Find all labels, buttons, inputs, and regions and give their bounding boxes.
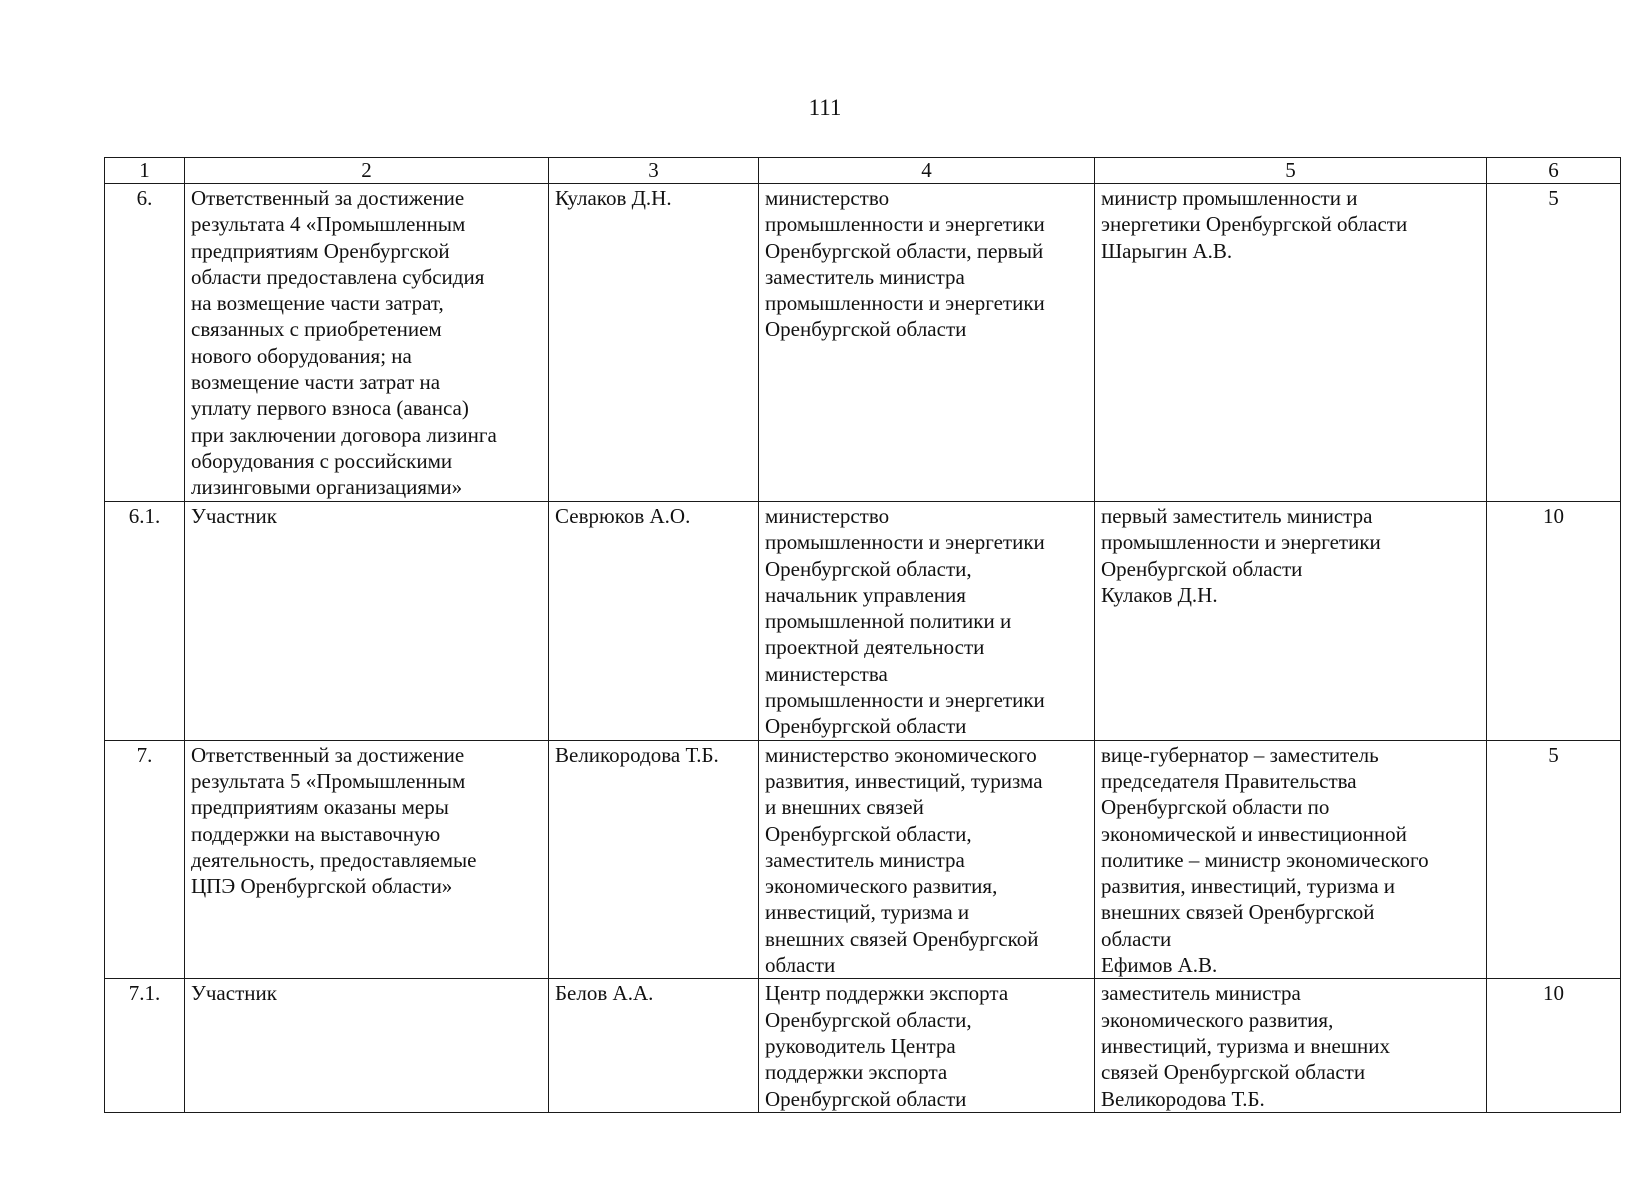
value-cell: 10	[1487, 979, 1621, 1113]
column-header-2: 2	[185, 158, 549, 184]
role-cell: Ответственный за достижение результата 5 «Промышленным предприятиям оказаны меры поддержки на выставочную деятельность, предоставляемые ЦПЭ Оренбургской области»	[185, 740, 549, 979]
column-header-1: 1	[105, 158, 185, 184]
position-cell: министерство промышленности и энергетики Оренбургской области, начальник управления промышленной политики и проектной деятельности министерства промышленности и энергетики Оренбургской области	[759, 502, 1095, 741]
supervisor-cell: первый заместитель министра промышленности и энергетики Оренбургской области Кулаков Д.Н.	[1095, 502, 1487, 741]
table-row	[105, 979, 1621, 1113]
column-header-3: 3	[549, 158, 759, 184]
position-cell: Центр поддержки экспорта Оренбургской области, руководитель Центра поддержки экспорта Оренбургской области	[759, 979, 1095, 1113]
row-number: 7.1.	[105, 979, 185, 1113]
column-header-6: 6	[1487, 158, 1621, 184]
value-cell: 5	[1487, 184, 1621, 502]
supervisor-cell: вице-губернатор – заместитель председателя Правительства Оренбургской области по экономической и инвестиционной политике – министр экономического развития, инвестиций, туризма и внешних связей Оренбургской области Ефимов А.В.	[1095, 740, 1487, 979]
role-cell: Участник	[185, 502, 549, 741]
value-cell: 5	[1487, 740, 1621, 979]
column-header-5: 5	[1095, 158, 1487, 184]
value-cell: 10	[1487, 502, 1621, 741]
table-row	[105, 184, 1621, 502]
table-row	[105, 740, 1621, 979]
column-header-4: 4	[759, 158, 1095, 184]
position-cell: министерство промышленности и энергетики Оренбургской области, первый заместитель министра промышленности и энергетики Оренбургской области	[759, 184, 1095, 502]
person-cell: Кулаков Д.Н.	[549, 184, 759, 502]
person-cell: Белов А.А.	[549, 979, 759, 1113]
responsibility-table	[104, 157, 1621, 1113]
person-cell: Севрюков А.О.	[549, 502, 759, 741]
row-number: 7.	[105, 740, 185, 979]
supervisor-cell: министр промышленности и энергетики Оренбургской области Шарыгин А.В.	[1095, 184, 1487, 502]
table-header-row	[105, 158, 1621, 184]
row-number: 6.1.	[105, 502, 185, 741]
supervisor-cell: заместитель министра экономического развития, инвестиций, туризма и внешних связей Оренбургской области Великородова Т.Б.	[1095, 979, 1487, 1113]
position-cell: министерство экономического развития, инвестиций, туризма и внешних связей Оренбургской области, заместитель министра экономического развития, инвестиций, туризма и внешних связей Оренбургской области	[759, 740, 1095, 979]
person-cell: Великородова Т.Б.	[549, 740, 759, 979]
table-row	[105, 502, 1621, 741]
role-cell: Участник	[185, 979, 549, 1113]
role-cell: Ответственный за достижение результата 4 «Промышленным предприятиям Оренбургской области предоставлена субсидия на возмещение части затрат, связанных с приобретением нового оборудования; на возмещение части затрат на уплату первого взноса (аванса) при заключении договора лизинга оборудования с российскими лизинговыми организациями»	[185, 184, 549, 502]
page-number: 111	[808, 95, 842, 120]
row-number: 6.	[105, 184, 185, 502]
